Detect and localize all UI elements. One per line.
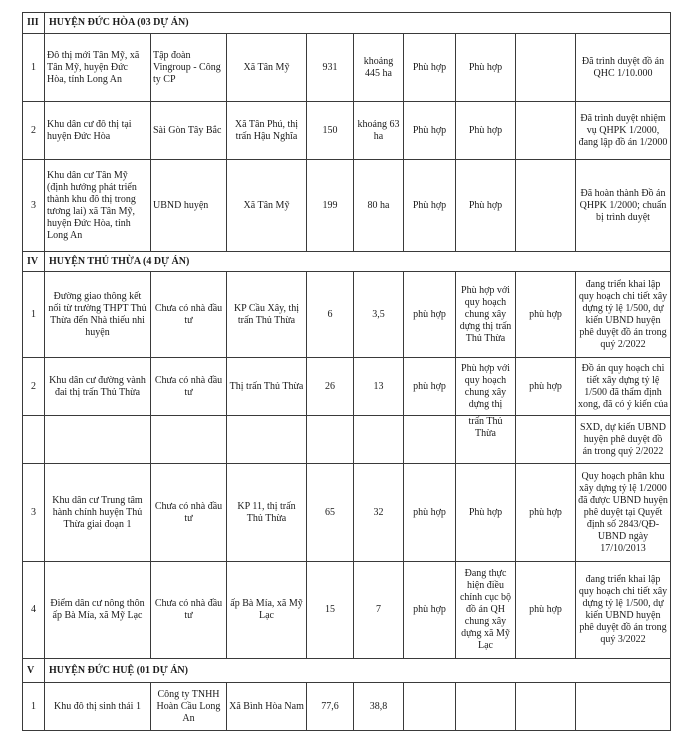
conformity-2: Phù hợp với quy hoạch chung xây dựng thị trấn Thủ Thừa [456,272,516,358]
investor: Công ty TNHH Hoàn Cầu Long An [151,683,227,731]
location: Xã Tân Mỹ [227,160,307,252]
households [307,416,354,464]
project-name: Điểm dân cư nông thôn ấp Bà Mía, xã Mỹ Lạc [45,562,151,659]
table-row [23,464,671,562]
conformity-2: Phù hợp [456,464,516,562]
conformity-1: Phù hợp [404,34,456,102]
row-number: 4 [23,562,45,659]
status: Quy hoạch phân khu xây dựng tỷ lệ 1/2000 đã được UBND huyện phê duyệt tại Quyết định số 2843/QĐ-UBND ngày 17/10/2013 [576,464,671,562]
investor [151,416,227,464]
row-number: 2 [23,358,45,416]
conformity-1: phù hợp [404,464,456,562]
section-header [23,252,671,272]
area: 80 ha [354,160,404,252]
row-number: 1 [23,34,45,102]
project-name: Khu dân cư Tân Mỹ (định hướng phát triển thành khu đô thị trong tương lai) xã Tân Mỹ, huyện Đức Hòa, tỉnh Long An [45,160,151,252]
project-name [45,416,151,464]
row-number [23,416,45,464]
conformity-3 [516,416,576,464]
households: 26 [307,358,354,416]
section-title: HUYỆN ĐỨC HUỆ (01 DỰ ÁN) [45,659,671,683]
table-row [23,102,671,160]
conformity-3 [516,34,576,102]
section-title: HUYỆN ĐỨC HÒA (03 DỰ ÁN) [45,13,671,34]
section-header [23,13,671,34]
status: Đã trình duyệt nhiệm vụ QHPK 1/2000, đang lập đồ án 1/2000 [576,102,671,160]
status: Đã trình duyệt đồ án QHC 1/10.000 [576,34,671,102]
section-number: III [23,13,45,34]
area: 7 [354,562,404,659]
table-row [23,562,671,659]
households: 150 [307,102,354,160]
table-row [23,160,671,252]
conformity-3: phù hợp [516,358,576,416]
conformity-3: phù hợp [516,464,576,562]
project-name: Khu dân cư đô thị tại huyện Đức Hòa [45,102,151,160]
project-name: Đô thị mới Tân Mỹ, xã Tân Mỹ, huyện Đức Hòa, tỉnh Long An [45,34,151,102]
location: Xã Tân Phú, thị trấn Hậu Nghĩa [227,102,307,160]
households: 65 [307,464,354,562]
area: khoảng 63 ha [354,102,404,160]
conformity-2: Phù hợp với quy hoạch chung xây dựng thị [456,358,516,416]
table-row [23,683,671,731]
households: 199 [307,160,354,252]
area: 38,8 [354,683,404,731]
conformity-3: phù hợp [516,562,576,659]
table-row [23,416,671,464]
row-number: 2 [23,102,45,160]
table-row [23,34,671,102]
section-number: V [23,659,45,683]
project-name: Khu dân cư đường vành đai thị trấn Thủ Thừa [45,358,151,416]
households: 6 [307,272,354,358]
location: Xã Bình Hòa Nam [227,683,307,731]
conformity-3: phù hợp [516,272,576,358]
conformity-2: Phù hợp [456,34,516,102]
location: KP Cầu Xây, thị trấn Thủ Thừa [227,272,307,358]
conformity-3 [516,102,576,160]
households: 931 [307,34,354,102]
location: ấp Bà Mía, xã Mỹ Lạc [227,562,307,659]
row-number: 3 [23,464,45,562]
section-number: IV [23,252,45,272]
project-name: Khu đô thị sinh thái 1 [45,683,151,731]
investor: UBND huyện [151,160,227,252]
conformity-2: Phù hợp [456,102,516,160]
status [576,683,671,731]
status: đang triển khai lập quy hoạch chi tiết xây dựng tỷ lệ 1/500, dự kiến UBND huyện phê duyệt đồ án trong quý 2/2022 [576,272,671,358]
conformity-1: Phù hợp [404,160,456,252]
investor: Chưa có nhà đầu tư [151,464,227,562]
conformity-2: Phù hợp [456,160,516,252]
area: khoảng 445 ha [354,34,404,102]
table-row [23,358,671,416]
investor: Sài Gòn Tây Bắc [151,102,227,160]
conformity-1: Phù hợp [404,102,456,160]
location [227,416,307,464]
conformity-1 [404,683,456,731]
location: KP 11, thị trấn Thủ Thừa [227,464,307,562]
status: Đồ án quy hoạch chi tiết xây dựng tỷ lệ 1/500 đã thẩm định xong, đã có ý kiến của [576,358,671,416]
investor: Tập đoàn Vingroup - Công ty CP [151,34,227,102]
conformity-2 [456,683,516,731]
project-name: Đường giao thông kết nối từ trường THPT Thủ Thừa đến Nhà thiếu nhi huyện [45,272,151,358]
conformity-1: phù hợp [404,272,456,358]
investor: Chưa có nhà đầu tư [151,272,227,358]
conformity-2: trấn Thủ Thừa [456,416,516,464]
area: 32 [354,464,404,562]
status: Đã hoàn thành Đồ án QHPK 1/2000; chuẩn bị trình duyệt [576,160,671,252]
conformity-2: Đang thực hiện điều chỉnh cục bộ đồ án QH chung xây dựng xã Mỹ Lạc [456,562,516,659]
investor: Chưa có nhà đầu tư [151,562,227,659]
row-number: 3 [23,160,45,252]
area [354,416,404,464]
conformity-3 [516,160,576,252]
area: 13 [354,358,404,416]
row-number: 1 [23,683,45,731]
table-row [23,272,671,358]
status: SXD, dự kiến UBND huyện phê duyệt đồ án trong quý 2/2022 [576,416,671,464]
section-header [23,659,671,683]
investor: Chưa có nhà đầu tư [151,358,227,416]
households: 77,6 [307,683,354,731]
conformity-1 [404,416,456,464]
conformity-3 [516,683,576,731]
area: 3,5 [354,272,404,358]
section-title: HUYỆN THỦ THỪA (4 DỰ ÁN) [45,252,671,272]
status: đang triển khai lập quy hoạch chi tiết xây dựng tỷ lệ 1/500, dự kiến UBND huyện phê duyệt đồ án trong quý 3/2022 [576,562,671,659]
project-name: Khu dân cư Trung tâm hành chính huyện Thủ Thừa giai đoạn 1 [45,464,151,562]
conformity-1: phù hợp [404,562,456,659]
location: Thị trấn Thủ Thừa [227,358,307,416]
location: Xã Tân Mỹ [227,34,307,102]
row-number: 1 [23,272,45,358]
project-table [22,12,671,731]
conformity-1: phù hợp [404,358,456,416]
households: 15 [307,562,354,659]
